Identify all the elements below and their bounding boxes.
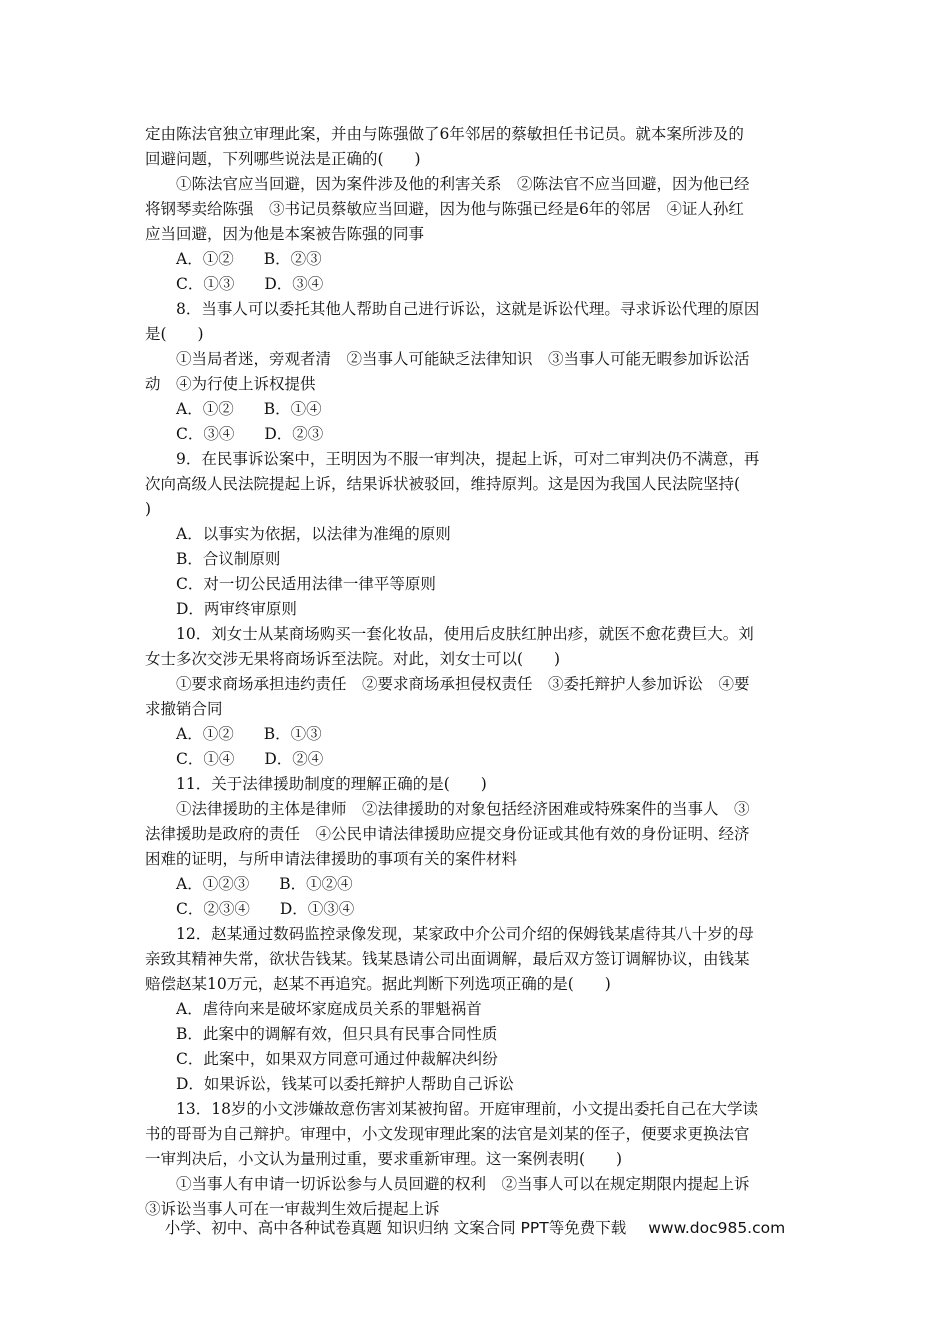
page-footer [0, 1216, 950, 1238]
option-a: A．①② [176, 400, 234, 418]
option-row [145, 897, 807, 922]
option-c: C．①④ [176, 750, 235, 768]
text-line: 定由陈法官独立审理此案，并由与陈强做了6年邻居的蔡敏担任书记员。就本案所涉及的 [145, 125, 744, 143]
option-b: B．②③ [263, 250, 322, 268]
text-line: 是( ) [145, 325, 204, 343]
option-row [145, 722, 807, 747]
statement-line: ①法律援助的主体是律师 ②法律援助的对象包括经济困难或特殊案件的当事人 ③ [176, 800, 750, 818]
option-b: B．①③ [263, 725, 322, 743]
option-c: C．③④ [176, 425, 235, 443]
question-9-stem: 9．在民事诉讼案中，王明因为不服一审判决，提起上诉，可对二审判决仍不满意，再 [176, 450, 760, 468]
statement-line: 求撤销合同 [145, 700, 223, 718]
option-d: D．①③④ [279, 900, 355, 918]
statement-line: ①陈法官应当回避，因为案件涉及他的利害关系 ②陈法官不应当回避，因为他已经 [176, 175, 750, 193]
text-line: 亲致其精神失常，欲状告钱某。钱某恳请公司出面调解，最后双方签订调解协议，由钱某 [145, 950, 750, 968]
text-line: 回避问题，下列哪些说法是正确的( ) [145, 150, 421, 168]
question-13-stem: 13．18岁的小文涉嫌故意伤害刘某被拘留。开庭审理前，小文提出委托自己在大学读 [176, 1100, 758, 1118]
text-line: 一审判决后，小文认为量刑过重，要求重新审理。这一案例表明( ) [145, 1150, 623, 1168]
footer-text: 小学、初中、高中各种试卷真题 知识归纳 文案合同 PPT等免费下载 [164, 1219, 627, 1237]
option-d: D．②③ [264, 425, 324, 443]
option-row [145, 872, 807, 897]
option-b: B．合议制原则 [176, 550, 281, 568]
text-line: 书的哥哥为自己辩护。审理中，小文发现审理此案的法官是刘某的侄子，便要求更换法官 [145, 1125, 750, 1143]
footer-url: www.doc985.com [648, 1219, 786, 1237]
question-12-stem: 12．赵某通过数码监控录像发现，某家政中介公司介绍的保姆钱某虐待其八十岁的母 [176, 925, 754, 943]
option-row [145, 422, 807, 447]
option-c: C．①③ [176, 275, 235, 293]
option-a: A．①②③ [176, 875, 250, 893]
option-row [145, 272, 807, 297]
option-b: B．①②④ [279, 875, 353, 893]
statement-line: ①当局者迷，旁观者清 ②当事人可能缺乏法律知识 ③当事人可能无暇参加诉讼活 [176, 350, 750, 368]
option-d: D．③④ [264, 275, 324, 293]
statement-line: 动 ④为行使上诉权提供 [145, 375, 316, 393]
statement-line: 困难的证明，与所申请法律援助的事项有关的案件材料 [145, 850, 518, 868]
text-line: ) [145, 500, 152, 518]
option-b: B．此案中的调解有效，但只具有民事合同性质 [176, 1025, 498, 1043]
statement-line: 法律援助是政府的责任 ④公民申请法律援助应提交身份证或其他有效的身份证明、经济 [145, 825, 750, 843]
option-c: C．对一切公民适用法律一律平等原则 [176, 575, 436, 593]
option-d: D．②④ [264, 750, 324, 768]
text-line: 赔偿赵某10万元，赵某不再追究。据此判断下列选项正确的是( ) [145, 975, 611, 993]
option-a: A．虐待向来是破坏家庭成员关系的罪魁祸首 [176, 1000, 482, 1018]
statement-line: ③诉讼当事人可在一审裁判生效后提起上诉 [145, 1200, 440, 1218]
option-row [145, 397, 807, 422]
statement-line: ①当事人有申请一切诉讼参与人员回避的权利 ②当事人可以在规定期限内提起上诉 [176, 1175, 750, 1193]
option-d: D．两审终审原则 [176, 600, 297, 618]
option-row [145, 247, 807, 272]
document-body [145, 122, 807, 1222]
option-a: A．①② [176, 725, 234, 743]
question-11-stem: 11．关于法律援助制度的理解正确的是( ) [176, 775, 487, 793]
statement-line: 应当回避，因为他是本案被告陈强的同事 [145, 225, 425, 243]
option-a: A．以事实为依据，以法律为准绳的原则 [176, 525, 451, 543]
question-8-stem: 8．当事人可以委托其他人帮助自己进行诉讼，这就是诉讼代理。寻求诉讼代理的原因 [176, 300, 760, 318]
question-10-stem: 10．刘女士从某商场购买一套化妆品，使用后皮肤红肿出疹，就医不愈花费巨大。刘 [176, 625, 754, 643]
option-d: D．如果诉讼，钱某可以委托辩护人帮助自己诉讼 [176, 1075, 514, 1093]
option-c: C．此案中，如果双方同意可通过仲裁解决纠纷 [176, 1050, 498, 1068]
statement-line: ①要求商场承担违约责任 ②要求商场承担侵权责任 ③委托辩护人参加诉讼 ④要 [176, 675, 750, 693]
text-line: 次向高级人民法院提起上诉，结果诉状被驳回，维持原判。这是因为我国人民法院坚持( [145, 475, 741, 493]
statement-line: 将钢琴卖给陈强 ③书记员蔡敏应当回避，因为他与陈强已经是6年的邻居 ④证人孙红 [145, 200, 744, 218]
option-row [145, 747, 807, 772]
text-line: 女士多次交涉无果将商场诉至法院。对此，刘女士可以( ) [145, 650, 561, 668]
option-b: B．①④ [263, 400, 322, 418]
option-c: C．②③④ [176, 900, 250, 918]
option-a: A．①② [176, 250, 234, 268]
